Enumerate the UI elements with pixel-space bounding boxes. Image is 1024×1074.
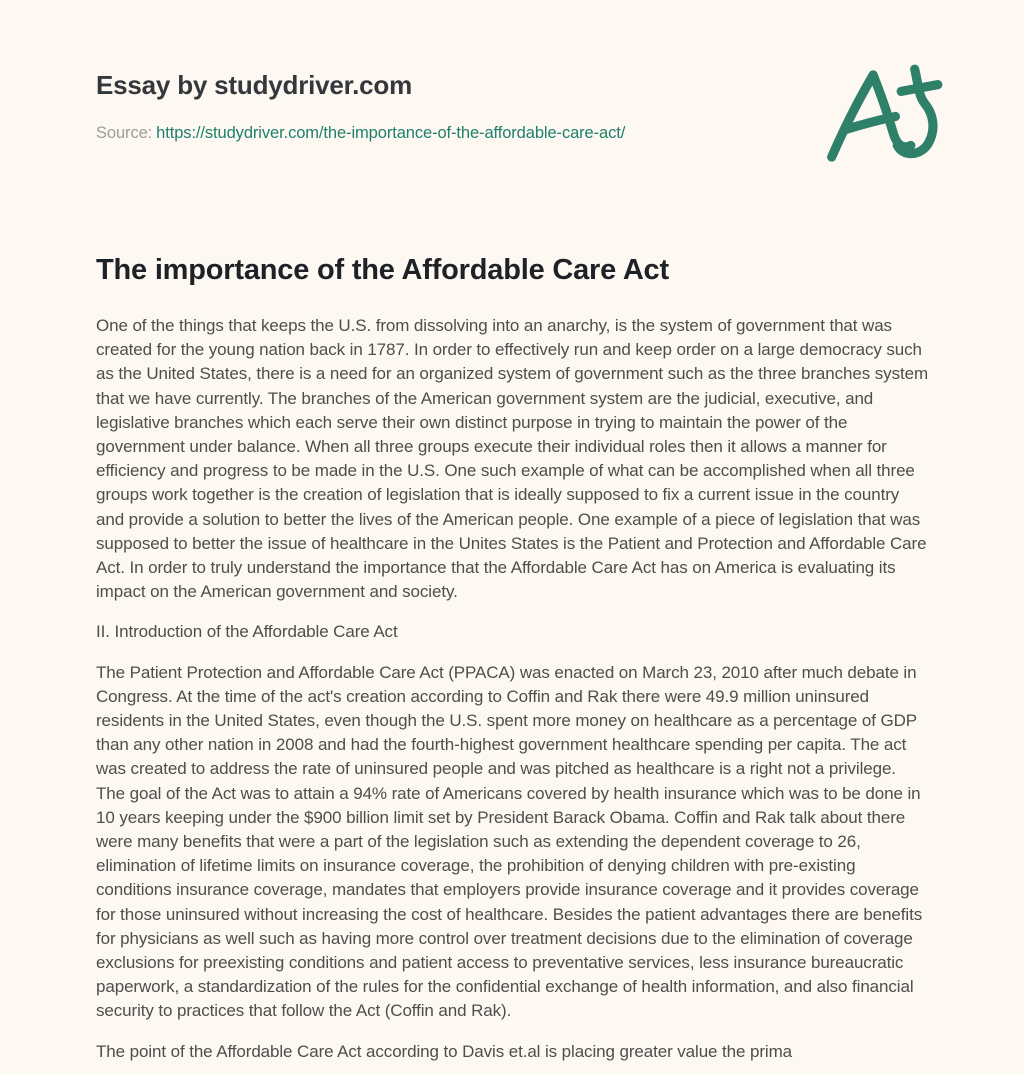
a-plus-logo-icon <box>822 56 962 178</box>
header-title: Essay by studydriver.com <box>96 70 413 100</box>
source-row <box>96 124 928 143</box>
source-label: Source: <box>96 124 153 142</box>
essay-body <box>96 314 928 1064</box>
section-heading-introduction: II. Introduction of the Affordable Care Act <box>96 622 398 642</box>
a-plus-logo-strokes <box>832 69 938 157</box>
essay-paragraph-ppaca: The Patient Protection and Affordable Care Act (PPACA) was enacted on March 23, 2010 after much debate in Congress. At the time of the act's creation according to Coffin and Rak there were 49.9 million uninsured residents in the United States, even though the U.S. spent more money on healthcare as a percentage of GDP than any other nation in 2008 and had the fourth-highest government healthcare spending per capita. The act was created to address the rate of uninsured people and was pitched as healthcare is a right not a privilege. The goal of the Act was to attain a 94% rate of Americans covered by health insurance which was to be done in 10 years keeping under the $900 billion limit set by President Barack Obama. Coffin and Rak talk about there were many benefits that were a part of the legislation such as extending the dependent coverage to 26, elimination of lifetime limits on insurance coverage, the prohibition of denying children with pre-existing conditions insurance coverage, mandates that employers provide insurance coverage and it provides coverage for those uninsured without increasing the cost of healthcare. Besides the patient advantages there are benefits for physicians as well such as having more control over treatment decisions due to the elimination of coverage exclusions for preexisting conditions and patient access to preventative services, less insurance bureaucratic paperwork, a standardization of the rules for the confidential exchange of health information, and also financial security to practices that follow the Act (Coffin and Rak). <box>96 662 923 1021</box>
essay-paragraph-partial: The point of the Affordable Care Act according to Davis et.al is placing greater value the prima <box>96 1041 792 1061</box>
source-url-link[interactable]: https://studydriver.com/the-importance-of-the-affordable-care-act/ <box>156 124 626 142</box>
essay-paragraph-intro: One of the things that keeps the U.S. from dissolving into an anarchy, is the system of government that was created for the young nation back in 1787. In order to effectively run and keep order on a large democracy such as the United States, there is a need for an organized system of government such as the three branches system that we have currently. The branches of the American government system are the judicial, executive, and legislative branches which each serve their own distinct purpose in trying to maintain the power of the government under balance. When all three groups execute their individual roles then it allows a manner for efficiency and progress to be made in the U.S. One such example of what can be accomplished when all three groups work together is the creation of legislation that is ideally supposed to fix a current issue in the country and provide a solution to better the lives of the American people. One example of a piece of legislation that was supposed to better the issue of healthcare in the Unites States is the Patient and Protection and Affordable Care Act. In order to truly understand the importance that the Affordable Care Act has on America is evaluating its impact on the American government and society. <box>96 316 929 602</box>
essay-title: The importance of the Affordable Care Act <box>96 254 669 286</box>
